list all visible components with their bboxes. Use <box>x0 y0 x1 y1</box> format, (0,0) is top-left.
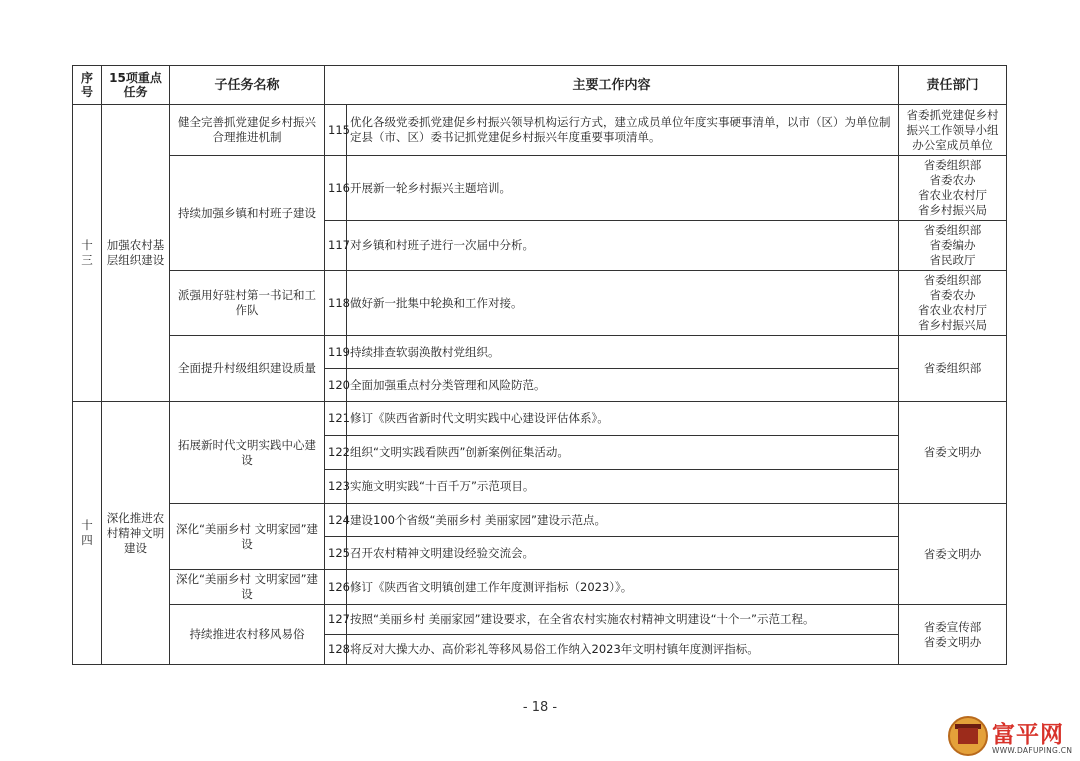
watermark-name: 富平网 <box>992 722 1064 748</box>
header-subtask: 子任务名称 <box>170 66 325 105</box>
item-number: 127 <box>325 605 347 635</box>
item-number: 124 <box>325 504 347 537</box>
page-number: - 18 - <box>522 700 558 715</box>
item-content: 优化各级党委抓党建促乡村振兴领导机构运行方式，建立成员单位年度实事硬事清单，以市（区）为单位制定县（市、区）委书记抓党建促乡村振兴年度重要事项清单。 <box>347 105 899 156</box>
dept-cell: 省委组织部 省委农办 省农业农村厅 省乡村振兴局 <box>899 271 1007 336</box>
group-task: 深化推进农村精神文明建设 <box>102 402 170 665</box>
subtask-name: 拓展新时代文明实践中心建设 <box>170 402 325 504</box>
dept-cell: 省委抓党建促乡村振兴工作领导小组办公室成员单位 <box>899 105 1007 156</box>
header-seq: 序号 <box>73 66 102 105</box>
item-number: 119 <box>325 336 347 369</box>
subtask-name: 持续加强乡镇和村班子建设 <box>170 156 325 271</box>
table-row <box>73 570 1007 605</box>
item-number: 115 <box>325 105 347 156</box>
subtask-name: 深化“美丽乡村 文明家园”建设 <box>170 570 325 605</box>
tower-gate-icon <box>948 716 988 756</box>
subtask-name: 派强用好驻村第一书记和工作队 <box>170 271 325 336</box>
item-number: 123 <box>325 470 347 504</box>
item-content: 对乡镇和村班子进行一次届中分析。 <box>347 221 899 271</box>
item-number: 126 <box>325 570 347 605</box>
item-number: 118 <box>325 271 347 336</box>
dept-cell: 省委组织部 <box>899 336 1007 402</box>
table-row <box>73 271 1007 336</box>
subtask-name: 深化“美丽乡村 文明家园”建设 <box>170 504 325 570</box>
table-row <box>73 504 1007 537</box>
item-number: 116 <box>325 156 347 221</box>
watermark-url: WWW.DAFUPING.CN <box>992 746 1073 755</box>
subtask-name: 全面提升村级组织建设质量 <box>170 336 325 402</box>
header-content: 主要工作内容 <box>325 66 899 105</box>
header-key-task: 15项重点任务 <box>102 66 170 105</box>
item-content: 持续排查软弱涣散村党组织。 <box>347 336 899 369</box>
dept-cell: 省委文明办 <box>899 402 1007 504</box>
table-row <box>73 336 1007 369</box>
item-number: 125 <box>325 537 347 570</box>
subtask-name: 持续推进农村移风易俗 <box>170 605 325 665</box>
dept-cell: 省委宣传部 省委文明办 <box>899 605 1007 665</box>
item-number: 121 <box>325 402 347 436</box>
group-seq: 十三 <box>73 105 102 402</box>
watermark-logo <box>948 716 1076 760</box>
dept-cell: 省委组织部 省委编办 省民政厅 <box>899 221 1007 271</box>
item-content: 修订《陕西省文明镇创建工作年度测评指标（2023）》。 <box>347 570 899 605</box>
group-task: 加强农村基层组织建设 <box>102 105 170 402</box>
item-number: 128 <box>325 635 347 665</box>
table-row <box>73 105 1007 156</box>
item-content: 组织“文明实践看陕西”创新案例征集活动。 <box>347 436 899 470</box>
table-row <box>73 605 1007 635</box>
table-row <box>73 156 1007 221</box>
header-dept: 责任部门 <box>899 66 1007 105</box>
item-number: 117 <box>325 221 347 271</box>
table-header-row <box>73 66 1007 105</box>
item-content: 开展新一轮乡村振兴主题培训。 <box>347 156 899 221</box>
table-row <box>73 402 1007 436</box>
item-content: 建设100个省级“美丽乡村 美丽家园”建设示范点。 <box>347 504 899 537</box>
item-number: 120 <box>325 369 347 402</box>
item-content: 召开农村精神文明建设经验交流会。 <box>347 537 899 570</box>
item-content: 实施文明实践“十百千万”示范项目。 <box>347 470 899 504</box>
task-table <box>72 65 1007 665</box>
item-content: 修订《陕西省新时代文明实践中心建设评估体系》。 <box>347 402 899 436</box>
group-seq: 十四 <box>73 402 102 665</box>
dept-cell: 省委组织部 省委农办 省农业农村厅 省乡村振兴局 <box>899 156 1007 221</box>
item-content: 将反对大操大办、高价彩礼等移风易俗工作纳入2023年文明村镇年度测评指标。 <box>347 635 899 665</box>
item-content: 按照“美丽乡村 美丽家园”建设要求，在全省农村实施农村精神文明建设“十个一”示范工程。 <box>347 605 899 635</box>
item-content: 全面加强重点村分类管理和风险防范。 <box>347 369 899 402</box>
item-content: 做好新一批集中轮换和工作对接。 <box>347 271 899 336</box>
dept-cell: 省委文明办 <box>899 504 1007 605</box>
subtask-name: 健全完善抓党建促乡村振兴合理推进机制 <box>170 105 325 156</box>
item-number: 122 <box>325 436 347 470</box>
